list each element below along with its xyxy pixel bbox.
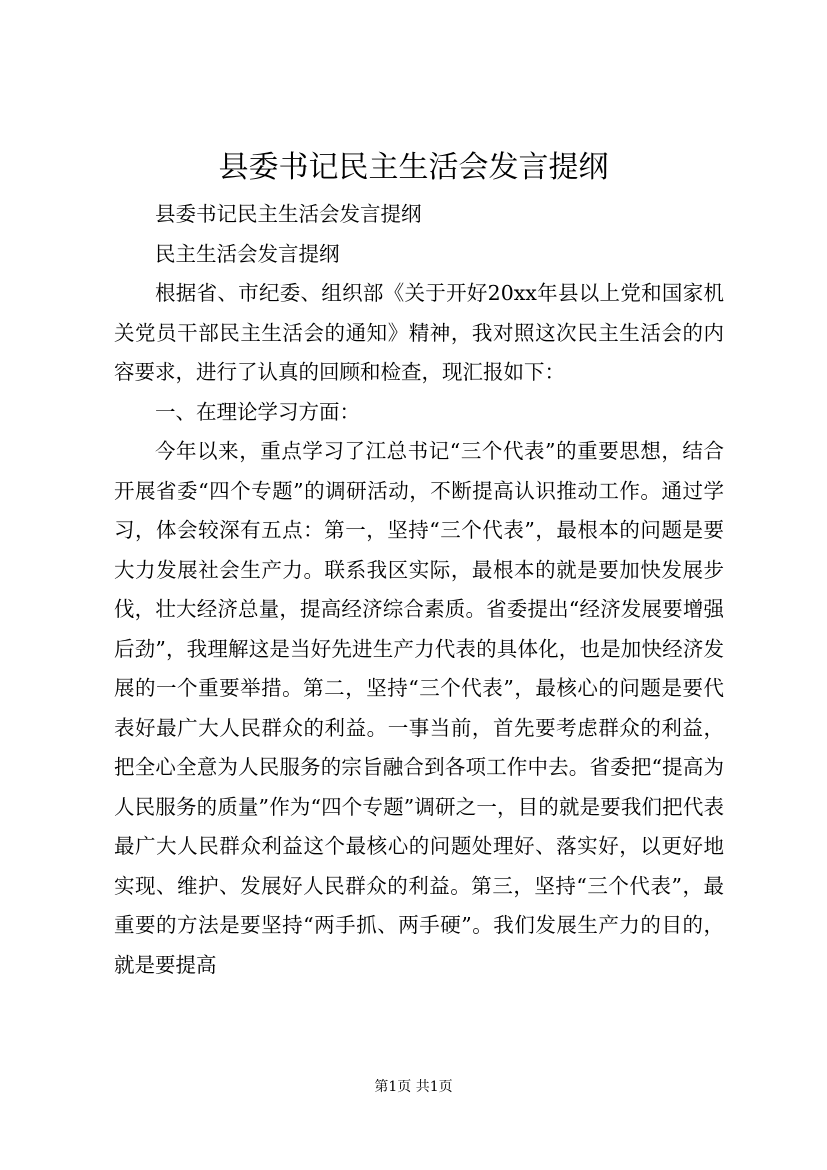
paragraph-heading: 民主生活会发言提纲	[155, 241, 340, 266]
paragraph-subtitle: 县委书记民主生活会发言提纲	[155, 202, 422, 226]
page-number-footer: 第1页 共1页	[374, 1079, 453, 1095]
paragraph-intro: 根据省、市纪委、组织部《关于开好20xx年县以上党和国家机关党员干部民主生活会的通知》精神，我对照这次民主生活会的内容要求，进行了认真的回顾和检查，现汇报如下：	[114, 281, 724, 384]
document-body	[114, 195, 724, 985]
section-heading-theory-study: 一、在理论学习方面：	[155, 399, 360, 424]
paragraph-theory-study: 今年以来，重点学习了江总书记“三个代表”的重要思想，结合开展省委“四个专题”的调研活动，不断提高认识推动工作。通过学习，体会较深有五点：第一，坚持“三个代表”，最根本的问题是要大力发展社会生产力。联系我区实际，最根本的就是要加快发展步伐，壮大经济总量，提高经济综合素质。省委提出“经济发展要增强后劲”，我理解这是当好先进生产力代表的具体化，也是加快经济发展的一个重要举措。第二，坚持“三个代表”，最核心的问题是要代表好最广大人民群众的利益。一事当前，首先要考虑群众的利益，把全心全意为人民服务的宗旨融合到各项工作中去。省委把“提高为人民服务的质量”作为“四个专题”调研之一，目的就是要我们把代表最广大人民群众利益这个最核心的问题处理好、落实好，以更好地实现、维护、发展好人民群众的利益。第三，坚持“三个代表”，最重要的方法是要坚持“两手抓、两手硬”。我们发展生产力的目的，就是要提高	[114, 439, 724, 977]
document-title: 县委书记民主生活会发言提纲	[218, 150, 609, 185]
